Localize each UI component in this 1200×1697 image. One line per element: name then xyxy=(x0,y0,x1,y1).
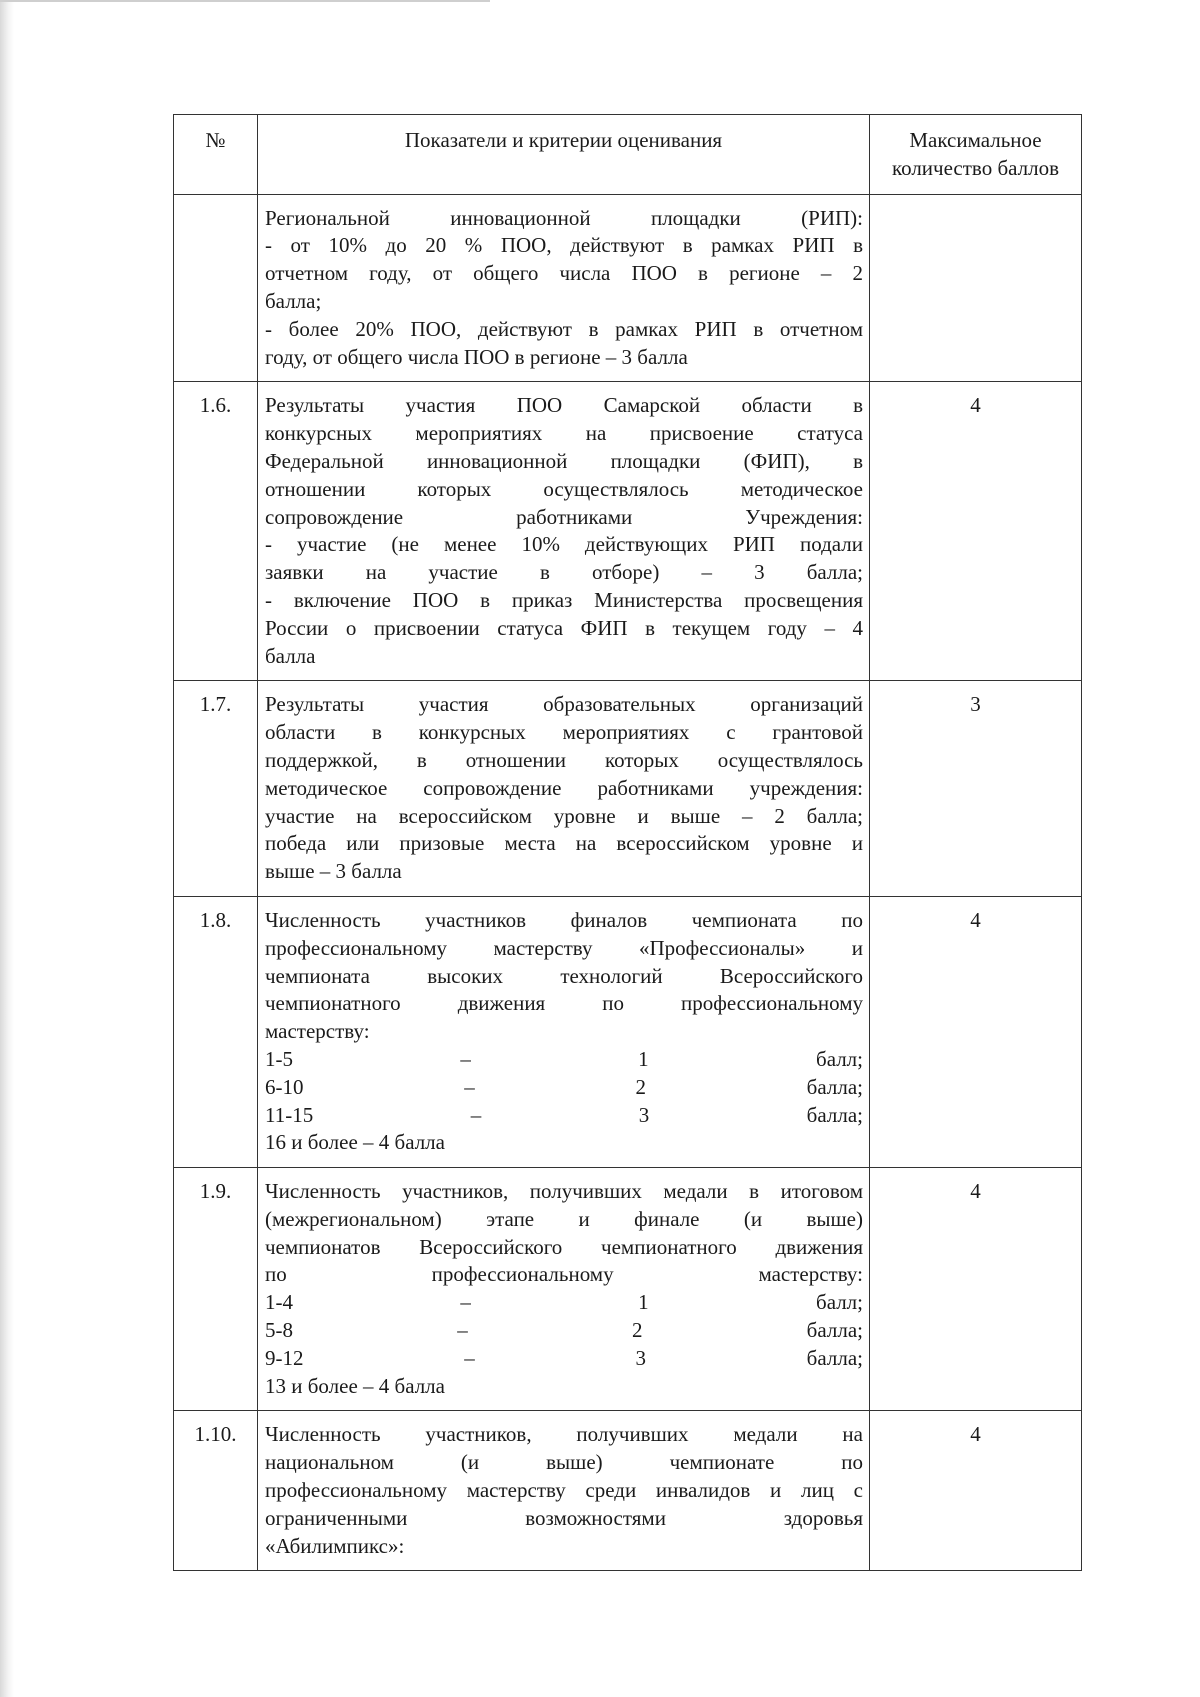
max-points: 4 xyxy=(870,1411,1082,1571)
criteria-line: «Абилимпикс»: xyxy=(265,1533,405,1558)
criteria-text xyxy=(258,896,870,1167)
criteria-line: 16 и более – 4 балла xyxy=(265,1130,445,1155)
criteria-line: заявки на участие в отборе) – 3 балла; xyxy=(265,560,863,585)
criteria-line: отношении которых осуществлялось методическое xyxy=(265,476,863,501)
criteria-line: сопровождение работниками Учреждения: xyxy=(265,504,863,529)
criteria-line: чемпионата высоких технологий Всероссийского xyxy=(265,963,863,988)
criteria-line: - включение ПОО в приказ Министерства просвещения xyxy=(265,587,863,612)
criteria-line: чемпионатов Всероссийского чемпионатного движения xyxy=(265,1234,863,1259)
criteria-line: методическое сопровождение работниками учреждения: xyxy=(265,775,863,800)
max-points: 4 xyxy=(870,896,1082,1167)
criteria-line: области в конкурсных мероприятиях с грантовой xyxy=(265,720,863,745)
criteria-line: национальном (и выше) чемпионате по xyxy=(265,1450,863,1475)
criteria-line: балла xyxy=(265,643,316,668)
criteria-line: выше – 3 балла xyxy=(265,859,402,884)
criteria-line: победа или призовые места на всероссийском уровне и xyxy=(265,831,863,856)
criteria-line: Численность участников, получивших медали в итоговом xyxy=(265,1179,863,1204)
criteria-line: Федеральной инновационной площадки (ФИП), в xyxy=(265,448,863,473)
criteria-line: ограниченными возможностями здоровья xyxy=(265,1505,863,1530)
table-row xyxy=(174,194,1082,382)
criteria-line: России о присвоении статуса ФИП в текущем году – 4 xyxy=(265,615,863,640)
table-row xyxy=(174,681,1082,897)
header-max-points: Максимальное количество баллов xyxy=(870,115,1082,195)
row-number: 1.6. xyxy=(174,382,258,681)
table-row xyxy=(174,1168,1082,1411)
criteria-line: - участие (не менее 10% действующих РИП подали xyxy=(265,532,863,557)
criteria-line: балла; xyxy=(265,288,322,313)
criteria-line: чемпионатного движения по профессиональному xyxy=(265,991,863,1016)
max-points xyxy=(870,194,1082,382)
criteria-line: мастерству: xyxy=(265,1019,370,1044)
header-criteria: Показатели и критерии оценивания xyxy=(258,115,870,195)
scan-left-edge xyxy=(0,0,14,1697)
criteria-line: году, от общего числа ПОО в регионе – 3 балла xyxy=(265,344,688,369)
criteria-line: поддержкой, в отношении которых осуществлялось xyxy=(265,747,863,772)
criteria-line: по профессиональному мастерству: xyxy=(265,1262,863,1287)
criteria-table xyxy=(173,114,1082,1571)
table-row xyxy=(174,896,1082,1167)
row-number: 1.8. xyxy=(174,896,258,1167)
max-points: 3 xyxy=(870,681,1082,897)
criteria-line: - более 20% ПОО, действуют в рамках РИП в отчетном xyxy=(265,316,863,341)
scan-top-line xyxy=(0,0,490,2)
row-number xyxy=(174,194,258,382)
criteria-text xyxy=(258,1411,870,1571)
criteria-line: профессиональному мастерству «Профессионалы» и xyxy=(265,935,863,960)
criteria-line: профессиональному мастерству среди инвалидов и лиц с xyxy=(265,1478,863,1503)
criteria-line: участие на всероссийском уровне и выше – 2 балла; xyxy=(265,803,863,828)
row-number: 1.9. xyxy=(174,1168,258,1411)
row-number: 1.7. xyxy=(174,681,258,897)
table-header xyxy=(174,115,1082,195)
criteria-line: 13 и более – 4 балла xyxy=(265,1373,445,1398)
criteria-line: 5-8 – 2 балла; xyxy=(265,1318,863,1343)
table-row xyxy=(174,382,1082,681)
header-number: № xyxy=(174,115,258,195)
criteria-text xyxy=(258,382,870,681)
criteria-line: Результаты участия образовательных организаций xyxy=(265,692,863,717)
criteria-line: конкурсных мероприятиях на присвоение статуса xyxy=(265,421,863,446)
max-points: 4 xyxy=(870,382,1082,681)
criteria-line: Результаты участия ПОО Самарской области в xyxy=(265,393,863,418)
criteria-line: - от 10% до 20 % ПОО, действуют в рамках РИП в xyxy=(265,233,863,258)
criteria-line: отчетном году, от общего числа ПОО в регионе – 2 xyxy=(265,261,863,286)
criteria-line: Численность участников финалов чемпионата по xyxy=(265,907,863,932)
criteria-line: (межрегиональном) этапе и финале (и выше) xyxy=(265,1206,863,1231)
criteria-line: Региональной инновационной площадки (РИП): xyxy=(265,205,863,230)
row-number: 1.10. xyxy=(174,1411,258,1571)
criteria-text xyxy=(258,194,870,382)
criteria-text xyxy=(258,681,870,897)
criteria-line: 11-15 – 3 балла; xyxy=(265,1102,863,1127)
max-points: 4 xyxy=(870,1168,1082,1411)
criteria-line: 1-5 – 1 балл; xyxy=(265,1046,863,1071)
criteria-line: 1-4 – 1 балл; xyxy=(265,1290,863,1315)
criteria-line: Численность участников, получивших медали на xyxy=(265,1422,863,1447)
criteria-line: 9-12 – 3 балла; xyxy=(265,1345,863,1370)
table-row xyxy=(174,1411,1082,1571)
criteria-text xyxy=(258,1168,870,1411)
header-row xyxy=(174,115,1082,195)
table-body xyxy=(174,194,1082,1571)
criteria-line: 6-10 – 2 балла; xyxy=(265,1074,863,1099)
